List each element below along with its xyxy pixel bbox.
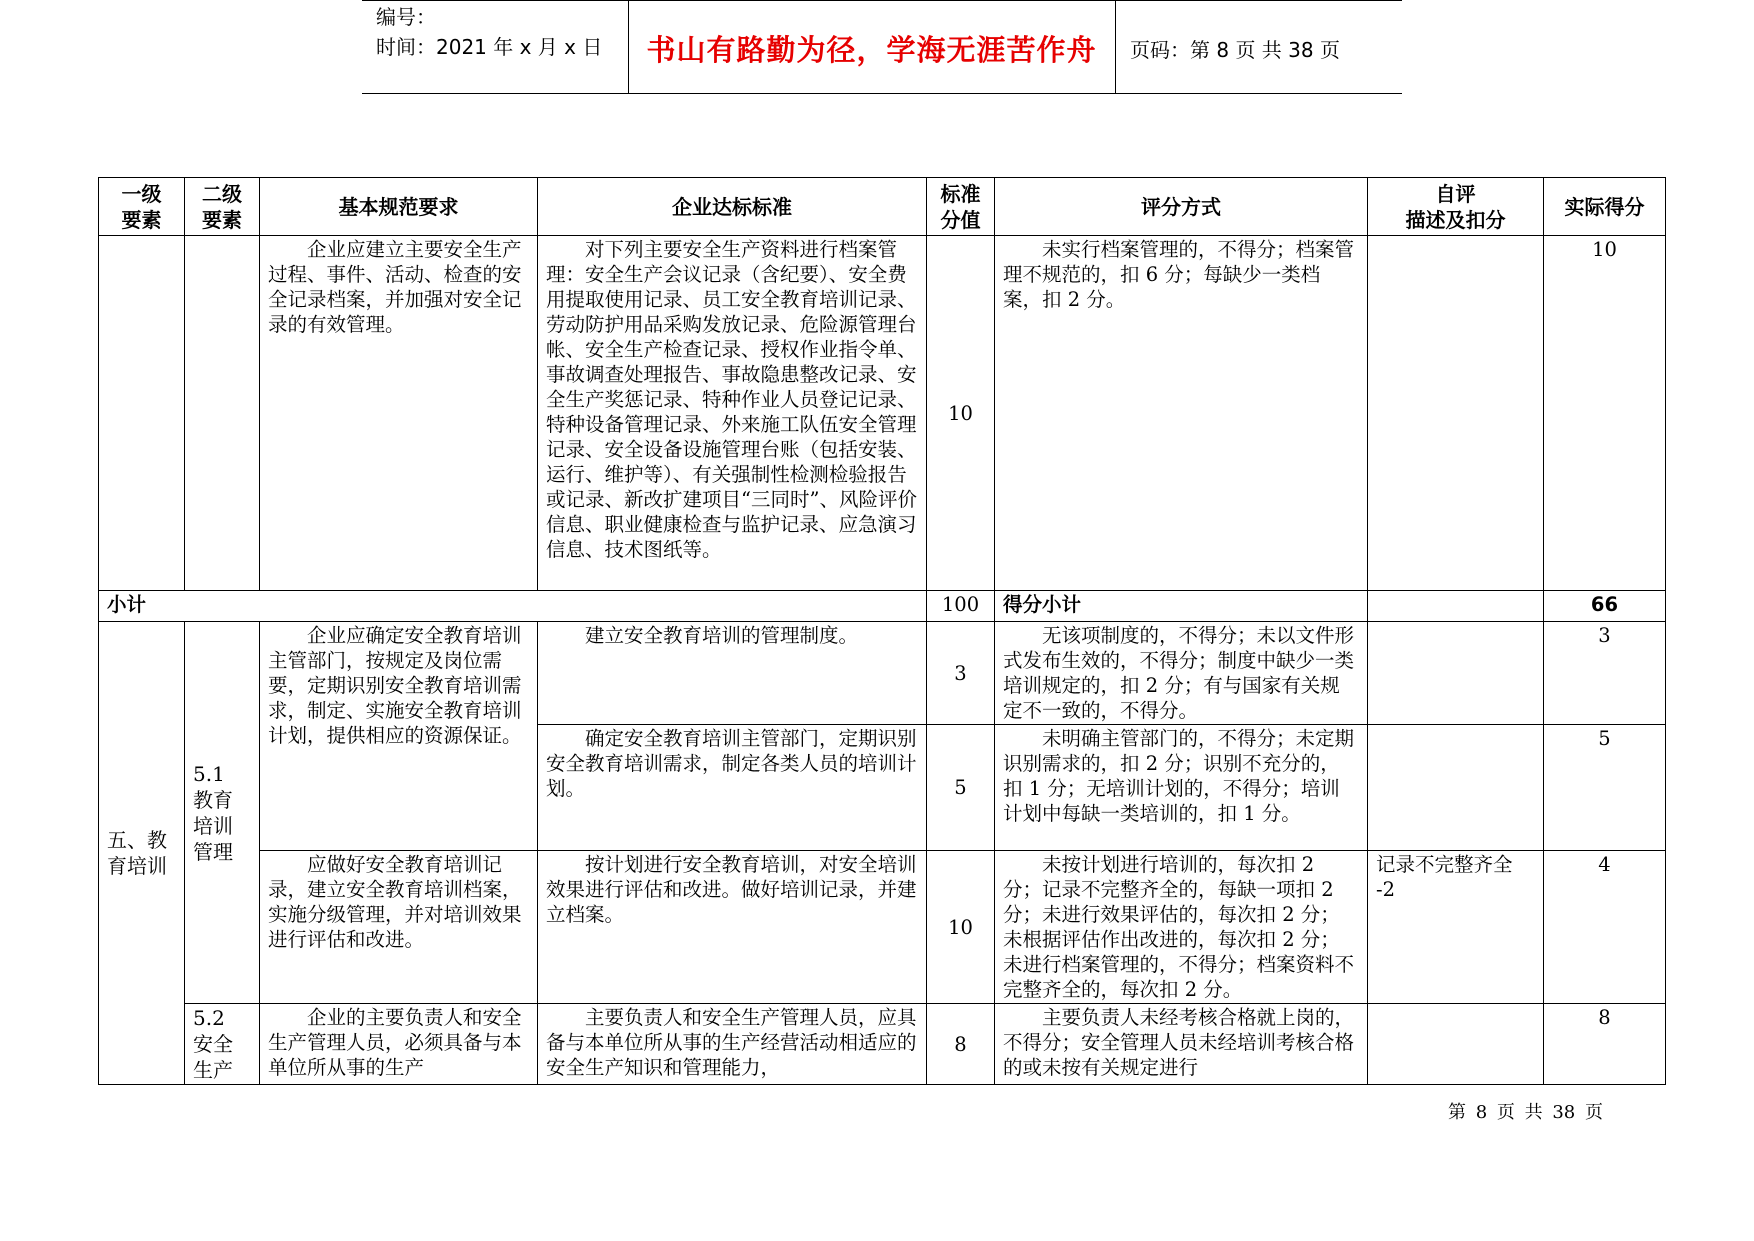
self-eval-cell: [1368, 1004, 1544, 1085]
requirement-cell: 企业的主要负责人和安全生产管理人员，必须具备与本单位所从事的生产: [260, 1004, 538, 1085]
score-cell: 3: [927, 622, 995, 725]
header-divider: [1115, 0, 1116, 94]
header-page-number: 页码：第 8 页 共 38 页: [1130, 38, 1340, 62]
actual-score-cell: 3: [1544, 622, 1666, 725]
actual-score-cell: 8: [1544, 1004, 1666, 1085]
col-header-level2: 二级 要素: [185, 178, 260, 236]
page-footer: 第 8 页 共 38 页: [1448, 1102, 1603, 1123]
header-motto: 书山有路勤为径，学海无涯苦作舟: [646, 33, 1097, 67]
header-bottom-rule: [362, 93, 1402, 94]
score-cell: 5: [927, 725, 995, 851]
table-row: [99, 622, 1666, 725]
requirement-cell: 企业应确定安全教育培训主管部门，按规定及岗位需要，定期识别安全教育培训需求，制定、实施安全教育培训计划，提供相应的资源保证。: [260, 622, 538, 851]
method-cell: 无该项制度的，不得分；未以文件形式发布生效的，不得分；制度中缺少一类培训规定的，扣 2 分；有与国家有关规定不一致的，不得分。: [995, 622, 1368, 725]
subtotal-actual: 66: [1544, 591, 1666, 622]
table-row: [99, 236, 1666, 591]
col-header-score: 标准 分值: [927, 178, 995, 236]
level2-section-title: 5.2 安全生产: [185, 1004, 260, 1085]
level1-section-title: 五、教育培训: [99, 622, 185, 1085]
method-cell: 未按计划进行培训的，每次扣 2 分；记录不完整齐全的，每缺一项扣 2 分；未进行效果评估的，每次扣 2 分；未根据评估作出改进的，每次扣 2 分；未进行档案管理的，不得分；档案资料不完整齐全的，每次扣 2 分。: [995, 851, 1368, 1004]
standard-cell: 主要负责人和安全生产管理人员，应具备与本单位所从事的生产经营活动相适应的安全生产知识和管理能力，: [538, 1004, 927, 1085]
score-cell: 10: [927, 236, 995, 591]
score-cell: 10: [927, 851, 995, 1004]
requirement-cell: 应做好安全教育培训记录，建立安全教育培训档案，实施分级管理，并对培训效果进行评估和改进。: [260, 851, 538, 1004]
subtotal-label: 小计: [99, 591, 927, 622]
standards-table: [98, 177, 1666, 1085]
standard-cell: 按计划进行安全教育培训，对安全培训效果进行评估和改进。做好培训记录，并建立档案。: [538, 851, 927, 1004]
header-number: 编号：: [376, 5, 436, 29]
page-header: [362, 0, 1402, 94]
col-header-method: 评分方式: [995, 178, 1368, 236]
col-header-standard: 企业达标标准: [538, 178, 927, 236]
standard-cell: 建立安全教育培训的管理制度。: [538, 622, 927, 725]
actual-score-cell: 5: [1544, 725, 1666, 851]
self-eval-cell: [1368, 622, 1544, 725]
score-cell: 8: [927, 1004, 995, 1085]
actual-score-cell: 10: [1544, 236, 1666, 591]
level2-section-title: 5.1 教育培训管理: [185, 622, 260, 1004]
table-header-row: [99, 178, 1666, 236]
col-header-self-eval: 自评 描述及扣分: [1368, 178, 1544, 236]
table-row: [99, 851, 1666, 1004]
subtotal-row: [99, 591, 1666, 622]
method-cell: 未明确主管部门的，不得分；未定期识别需求的，扣 2 分；识别不充分的，扣 1 分；无培训计划的，不得分；培训计划中每缺一类培训的，扣 1 分。: [995, 725, 1368, 851]
self-eval-cell: 记录不完整齐全 -2: [1368, 851, 1544, 1004]
self-eval-cell: [1368, 236, 1544, 591]
method-cell: 未实行档案管理的，不得分；档案管理不规范的，扣 6 分；每缺少一类档案，扣 2 分。: [995, 236, 1368, 591]
subtotal-score: 100: [927, 591, 995, 622]
actual-score-cell: 4: [1544, 851, 1666, 1004]
self-eval-cell: [1368, 725, 1544, 851]
col-header-actual: 实际得分: [1544, 178, 1666, 236]
header-top-rule: [362, 0, 1402, 1]
standard-cell: 确定安全教育培训主管部门，定期识别安全教育培训需求，制定各类人员的培训计划。: [538, 725, 927, 851]
method-cell: 主要负责人未经考核合格就上岗的，不得分；安全管理人员未经培训考核合格的或未按有关规定进行: [995, 1004, 1368, 1085]
standard-cell: 对下列主要安全生产资料进行档案管理：安全生产会议记录（含纪要）、安全费用提取使用记录、员工安全教育培训记录、劳动防护用品采购发放记录、危险源管理台帐、安全生产检查记录、授权作业指令单、事故调查处理报告、事故隐患整改记录、安全生产奖惩记录、特种作业人员登记记录、特种设备管理记录、外来施工队伍安全管理记录、安全设备设施管理台账（包括安装、运行、维护等）、有关强制性检测检验报告或记录、新改扩建项目“三同时”、风险评价信息、职业健康检查与监护记录、应急演习信息、技术图纸等。: [538, 236, 927, 591]
requirement-cell: 企业应建立主要安全生产过程、事件、活动、检查的安全记录档案，并加强对安全记录的有效管理。: [260, 236, 538, 591]
subtotal-self-eval: [1368, 591, 1544, 622]
col-header-requirement: 基本规范要求: [260, 178, 538, 236]
header-meta: [376, 2, 602, 62]
header-time: 时间：2021 年 x 月 x 日: [376, 35, 603, 59]
subtotal-method-label: 得分小计: [995, 591, 1368, 622]
level2-cell: [185, 236, 260, 591]
table-row: [99, 1004, 1666, 1085]
col-header-level1: 一级 要素: [99, 178, 185, 236]
level1-cell: [99, 236, 185, 591]
